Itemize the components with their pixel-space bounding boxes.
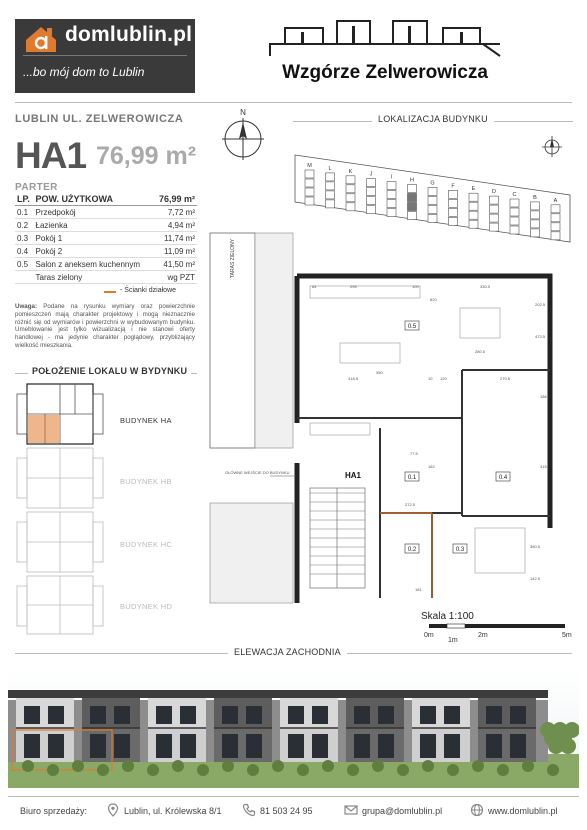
site-block-label: H	[410, 177, 414, 184]
email-icon	[344, 803, 358, 817]
dining-table	[340, 343, 400, 363]
table-row	[15, 232, 197, 245]
cell-area: 11,74 m²	[153, 232, 197, 245]
site-plan-title: LOKALIZACJA BUDYNKU	[372, 114, 494, 124]
building-label-hb: BUDYNEK HB	[120, 477, 172, 486]
table-row	[15, 258, 197, 271]
site-block-label: B	[533, 194, 537, 201]
dimension-label: 120	[440, 376, 447, 381]
dimension-label: 473.5	[535, 334, 546, 339]
logo-text: domlublin.pl	[65, 23, 193, 46]
entrance-label: GŁÓWNE WEJŚCIE DO BUDYNKU	[225, 470, 290, 475]
dimension-label: 270.5	[500, 376, 511, 381]
scale-label: Skala 1:100	[421, 611, 474, 622]
dimension-label: 380.5	[530, 544, 541, 549]
dimension-label: 418.5	[348, 376, 359, 381]
room-tag-02: 0.2	[407, 547, 417, 553]
walls-legend-swatch	[104, 291, 116, 293]
dimension-label: 10	[428, 376, 433, 381]
dimension-label: 295	[350, 284, 357, 289]
note-label: Uwaga:	[15, 303, 38, 310]
position-title: POŁOŻENIE LOKALU W BYDYNKU	[28, 366, 191, 376]
dimension-label: 280.5	[475, 349, 486, 354]
cell-area: wg PZT	[153, 271, 197, 284]
dimension-label: 820	[430, 297, 437, 302]
site-block-label: K	[348, 168, 353, 175]
house-logo-icon	[23, 24, 59, 54]
site-block-j	[367, 172, 376, 214]
cell-no: 0.1	[15, 206, 34, 219]
cell-name: Salon z aneksem kuchennym	[34, 258, 153, 271]
rooms-table	[15, 193, 197, 284]
phone-icon	[242, 803, 256, 817]
office-website: www.domlublin.pl	[488, 806, 558, 816]
office-phone: 81 503 24 95	[260, 806, 313, 816]
room-tag-05: 0.5	[407, 324, 417, 330]
scale-bar	[421, 622, 571, 632]
globe-icon	[470, 803, 484, 817]
site-block-label: L	[328, 165, 332, 172]
site-block-label: M	[307, 163, 312, 169]
table-row	[15, 271, 197, 284]
cell-area: 41,50 m²	[153, 258, 197, 271]
elevation-title: ELEWACJA ZACHODNIA	[228, 647, 347, 657]
table-header-row	[15, 193, 197, 206]
dimension-label: 181	[415, 587, 422, 592]
cell-no: 0.4	[15, 245, 34, 258]
header-divider	[15, 102, 572, 103]
site-block-m	[305, 163, 314, 205]
header-name: POW. UŻYTKOWA	[34, 193, 153, 206]
kitchen-unit	[310, 423, 370, 435]
lower-terrace	[210, 503, 293, 603]
logo-box	[15, 19, 195, 93]
building-label-hd: BUDYNEK HD	[120, 602, 173, 611]
table-row	[15, 219, 197, 232]
site-block-label: E	[471, 186, 476, 193]
estate-name: Wzgórze Zelwerowicza	[282, 62, 488, 83]
site-block-g	[428, 180, 437, 222]
room-tag-04: 0.4	[498, 475, 508, 481]
dimension-label: 142.5	[530, 576, 541, 581]
estate-logo-icon	[265, 16, 505, 58]
note	[15, 303, 195, 350]
scale-tick-0: 0m	[424, 632, 434, 639]
sofa	[460, 308, 500, 338]
sales-office-label: Biuro sprzedaży:	[20, 806, 88, 816]
dimension-label: 330.5	[480, 284, 491, 289]
site-block-label: C	[512, 192, 517, 198]
office-email: grupa@domlublin.pl	[362, 806, 443, 816]
site-block-i	[387, 175, 396, 217]
cell-name: Pokój 1	[34, 232, 153, 245]
site-block-label: G	[430, 180, 435, 187]
floor-label: PARTER	[15, 182, 58, 193]
dimension-label: 272.5	[405, 502, 416, 507]
floor-plan	[200, 228, 575, 608]
unit-code: HA1	[15, 135, 87, 176]
kitchen-counter	[310, 286, 420, 298]
unit-label: HA1	[345, 471, 362, 480]
logo-tagline: ...bo mój dom to Lublin	[23, 65, 145, 79]
dimension-label: 64	[312, 284, 317, 289]
building-stack-diagram	[15, 380, 105, 638]
compass-letter: N	[240, 108, 246, 117]
unit-area: 76,99 m²	[96, 142, 197, 170]
building-label-ha: BUDYNEK HA	[120, 416, 172, 425]
terrace-label: TARAS ZIELONY	[230, 238, 236, 278]
site-block-k	[346, 169, 355, 211]
elevation-render	[8, 670, 579, 788]
dimension-label: 77.5	[410, 451, 418, 456]
dimension-label: 415	[540, 464, 547, 469]
room-tag-03: 0.3	[455, 547, 465, 553]
site-block-d	[490, 189, 499, 231]
cell-name: Pokój 2	[34, 245, 153, 258]
cell-area: 11,09 m²	[153, 245, 197, 258]
dimension-label: 350	[376, 370, 383, 375]
header-area: 76,99 m²	[153, 193, 197, 206]
header-no: LP.	[15, 193, 34, 206]
note-text: Podane na rysunku wymiary oraz powierzchnie pomieszczeń mają charakter projektowy i mogą nieznacznie różnić się od wymiarów i powierzchni w wybudowanym budynku. Umeblowanie jest tylko wizualizacją i nie stanowi oferty handlowej - ma jedynie charakter poglądowy, przybliżający wielkość mieszkania.	[15, 303, 195, 349]
site-block-l	[326, 166, 335, 208]
cell-area: 4,94 m²	[153, 219, 197, 232]
scale-tick-1: 1m	[448, 637, 458, 644]
site-block-e	[469, 186, 478, 228]
building-label-hc: BUDYNEK HC	[120, 540, 173, 549]
cell-no: 0.5	[15, 258, 34, 271]
table-row	[15, 245, 197, 258]
cell-area: 7,72 m²	[153, 206, 197, 219]
cell-name: Przedpokój	[34, 206, 153, 219]
cell-no	[15, 271, 34, 284]
compass-north-icon	[220, 106, 266, 162]
site-block-label: A	[553, 197, 558, 204]
dimension-label: 186	[540, 394, 547, 399]
site-block-label: D	[492, 189, 496, 196]
site-block-label: I	[390, 174, 393, 181]
room-tag-01: 0.1	[407, 475, 417, 481]
site-block-label: J	[369, 171, 373, 178]
site-block-h	[408, 178, 417, 220]
site-block-label: F	[451, 183, 455, 190]
bed	[475, 528, 525, 573]
cell-name: Łazienka	[34, 219, 153, 232]
office-address: Lublin, ul. Królewska 8/1	[124, 806, 222, 816]
location-title: LUBLIN UL. ZELWEROWICZA	[15, 113, 184, 125]
walls-legend: - Ścianki działowe	[120, 287, 177, 294]
cell-no: 0.2	[15, 219, 34, 232]
dimension-label: 162	[428, 464, 435, 469]
cell-name: Taras zielony	[34, 271, 153, 284]
location-pin-icon	[106, 803, 120, 817]
cell-no: 0.3	[15, 232, 34, 245]
dimension-label: 202.5	[535, 302, 546, 307]
scale-tick-5: 5m	[562, 632, 572, 639]
dimension-label: 100	[412, 284, 419, 289]
table-row	[15, 206, 197, 219]
logo-divider	[23, 55, 187, 56]
footer-divider	[8, 796, 579, 797]
site-block-f	[449, 183, 458, 225]
scale-tick-2: 2m	[478, 632, 488, 639]
